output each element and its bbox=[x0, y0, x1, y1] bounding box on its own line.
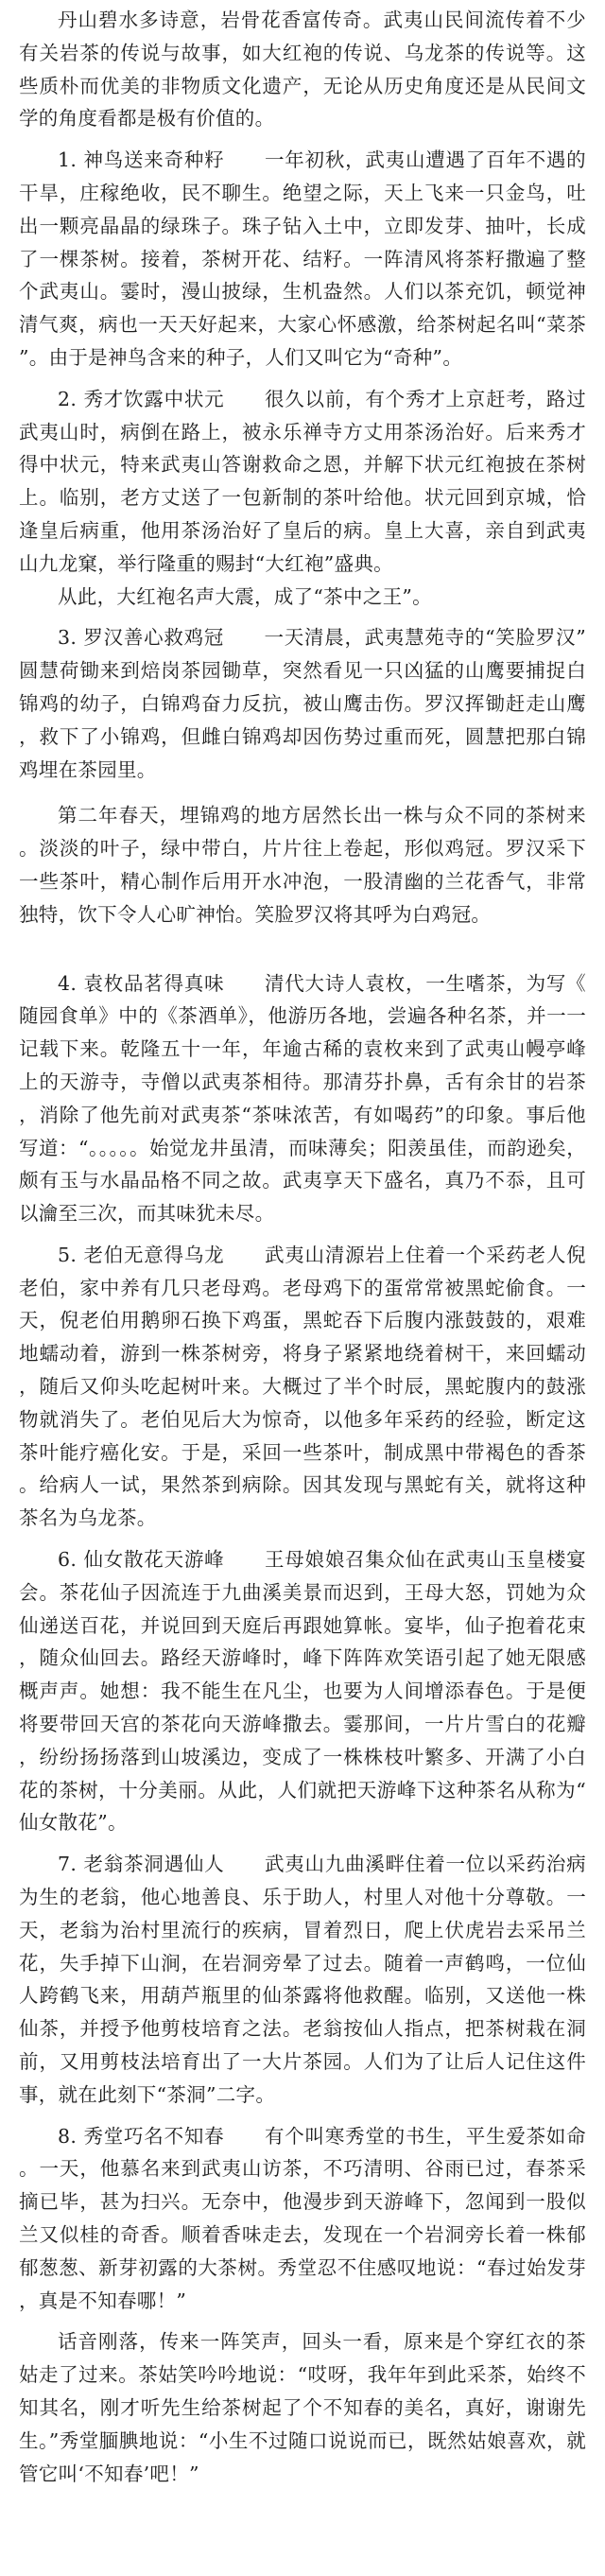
section-8-body: 有个叫寒秀堂的书生，平生爱茶如命。一天，他慕名来到武夷山访茶，不巧清明、谷雨已过，春茶采摘已毕，甚为扫兴。无奈中，他漫步到天游峰下，忽闻到一股似兰又似桂的奇香。顺着香味走去，发现在一个岩洞旁长着一株郁郁葱葱、新芽初露的大茶树。秀堂忍不住感叹地说：“春过始发芽，真是不知春哪！” bbox=[19, 2124, 586, 2312]
section-4-body: 清代大诗人袁枚，一生嗜茶，为写《随园食单》中的《茶酒单》，他游历各地，尝遍各种名茶，并一一记载下来。乾隆五十一年，年逾古稀的袁枚来到了武夷山幔亭峰上的天游寺，寺僧以武夷茶相待。那清芬扑鼻，舌有余甘的岩茶，消除了他先前对武夷茶“茶味浓苦，有如喝药”的印象。事后他写道：“。。。。。始觉龙井虽清，而味薄矣；阳羡虽佳，而韵逊矣，颇有玉与水晶品格不同之故。武夷享天下盛名，真乃不忝，且可以瀹至三次，而其味犹未尽。 bbox=[19, 971, 586, 1226]
intro-paragraph: 丹山碧水多诗意，岩骨花香富传奇。武夷山民间流传着不少有关岩茶的传说与故事，如大红袍的传说、乌龙茶的传说等。这些质朴而优美的非物质文化遗产，无论从历史角度还是从民间文学的角度看都是极有价值的。 bbox=[19, 9, 586, 131]
section-5-title: 5. 老伯无意得乌龙 bbox=[58, 1243, 225, 1266]
section-2-extra: 从此，大红袍名声大震，成了“茶中之王”。 bbox=[58, 584, 432, 608]
section-5-body: 武夷山清源岩上住着一个采药老人倪老伯，家中养有几只老母鸡。老母鸡下的蛋常常被黑蛇偷食。一天，倪老伯用鹅卵石换下鸡蛋，黑蛇吞下后腹内涨鼓鼓的，艰难地蠕动着，游到一株茶树旁，将身子紧紧地绕着树干，来回蠕动，随后又仰头吃起树叶来。大概过了半个时辰，黑蛇腹内的鼓涨物就消失了。老伯见后大为惊奇，以他多年采药的经验，断定这茶叶能疗癌化安。于是，采回一些茶叶，制成黑中带褐色的香茶。给病人一试，果然茶到病除。因其发现与黑蛇有关，就将这种茶名为乌龙茶。 bbox=[19, 1243, 586, 1530]
section-2-title: 2. 秀才饮露中状元 bbox=[58, 387, 225, 410]
section-1-title: 1. 神鸟送来奇种籽 bbox=[58, 148, 225, 172]
section-5 bbox=[19, 1239, 586, 1535]
section-2 bbox=[19, 383, 586, 581]
section-7-title: 7. 老翁茶洞遇仙人 bbox=[58, 1853, 225, 1876]
section-8-title: 8. 秀堂巧名不知春 bbox=[58, 2124, 225, 2148]
section-7-body: 武夷山九曲溪畔住着一位以采药治病为生的老翁，他心地善良、乐于助人，村里人对他十分尊敬。一天，老翁为治村里流行的疾病，冒着烈日，爬上伏虎岩去采吊兰花，失手掉下山涧，在岩洞旁晕了过去。随着一声鹤鸣，一位仙人跨鹤飞来，用葫芦瓶里的仙茶露将他救醒。临别，又送他一株仙茶，并授予他剪枝培育之法。老翁按仙人指点，把茶树栽在洞前，又用剪枝法培育出了一大片茶园。人们为了让后人记住这件事，就在此刻下“茶洞”二字。 bbox=[19, 1853, 586, 2106]
section-3-extra: 第二年春天，埋锦鸡的地方居然长出一株与众不同的茶树来。淡淡的叶子，绿中带白，片片往上卷起，形似鸡冠。罗汉采下一些茶叶，精心制作后用开水冲泡，一股清幽的兰花香气，非常独特，饮下令人心旷神怡。笑脸罗汉将其呼为白鸡冠。 bbox=[19, 804, 586, 926]
section-3-body: 一天清晨，武夷慧苑寺的“笑脸罗汉”圆慧荷锄来到焙岗茶园锄草，突然看见一只凶猛的山鹰要捕捉白锦鸡的幼子，白锦鸡奋力反抗，被山鹰击伤。罗汉挥锄赶走山鹰，救下了小锦鸡，但雌白锦鸡却因伤势过重而死，圆慧把那白锦鸡埋在茶园里。 bbox=[19, 626, 586, 781]
section-1 bbox=[19, 144, 586, 374]
section-2-body: 很久以前，有个秀才上京赶考，路过武夷山时，病倒在路上，被永乐禅寺方丈用茶汤治好。后来秀才得中状元，特来武夷山答谢救命之恩，并解下状元红袍披在茶树上。临别，老方丈送了一包新制的茶叶给他。状元回到京城，恰逢皇后病重，他用茶汤治好了皇后的病。皇上大喜，亲自到武夷山九龙窠，举行隆重的赐封“大红袍”盛典。 bbox=[19, 387, 586, 575]
section-4 bbox=[19, 967, 586, 1230]
section-1-body: 一年初秋，武夷山遭遇了百年不遇的干旱，庄稼绝收，民不聊生。绝望之际，天上飞来一只金鸟，吐出一颗亮晶晶的绿珠子。珠子钻入土中，立即发芽、抽叶，长成了一棵茶树。接着，茶树开花、结籽。一阵清风将茶籽撒遍了整个武夷山。霎时，漫山披绿，生机盎然。人们以茶充饥，顿觉神清气爽，病也一天天好起来，大家心怀感激，给茶树起名叫“菜茶”。由于是神鸟含来的种子，人们又叫它为“奇种”。 bbox=[19, 148, 586, 369]
section-8 bbox=[19, 2120, 586, 2318]
section-3 bbox=[19, 621, 586, 786]
section-4-title: 4. 袁枚品茗得真味 bbox=[58, 971, 225, 995]
section-3-title: 3. 罗汉善心救鸡冠 bbox=[58, 626, 225, 650]
section-7 bbox=[19, 1848, 586, 2111]
section-6 bbox=[19, 1543, 586, 1839]
section-6-title: 6. 仙女散花天游峰 bbox=[58, 1548, 225, 1572]
section-6-body: 王母娘娘召集众仙在武夷山玉皇楼宴会。茶花仙子因流连于九曲溪美景而迟到，王母大怒，罚她为众仙递送百花，并说回到天庭后再跟她算帐。宴毕，仙子抱着花束，随众仙回去。路经天游峰时，峰下阵阵欢笑语引起了她无限感概声声。她想：我不能生在凡尘，也要为人间增添春色。于是便将要带回天宫的茶花向天游峰撒去。霎那间，一片片雪白的花瓣，纷纷扬扬落到山坡溪边，变成了一株株枝叶繁多、开满了小白花的茶树，十分美丽。从此，人们就把天游峰下这种茶名从称为“仙女散花”。 bbox=[19, 1548, 586, 1835]
section-8-extra: 话音刚落，传来一阵笑声，回头一看，原来是个穿红衣的茶姑走了过来。茶姑笑吟吟地说：“哎呀，我年年到此采茶，始终不知其名，刚才听先生给茶树起了个不知春的美名，真好，谢谢先生。”秀堂腼腆地说：“小生不过随口说说而已，既然姑娘喜欢，就管它叫‘不知春’吧！” bbox=[19, 2330, 586, 2485]
article bbox=[19, 4, 586, 2490]
